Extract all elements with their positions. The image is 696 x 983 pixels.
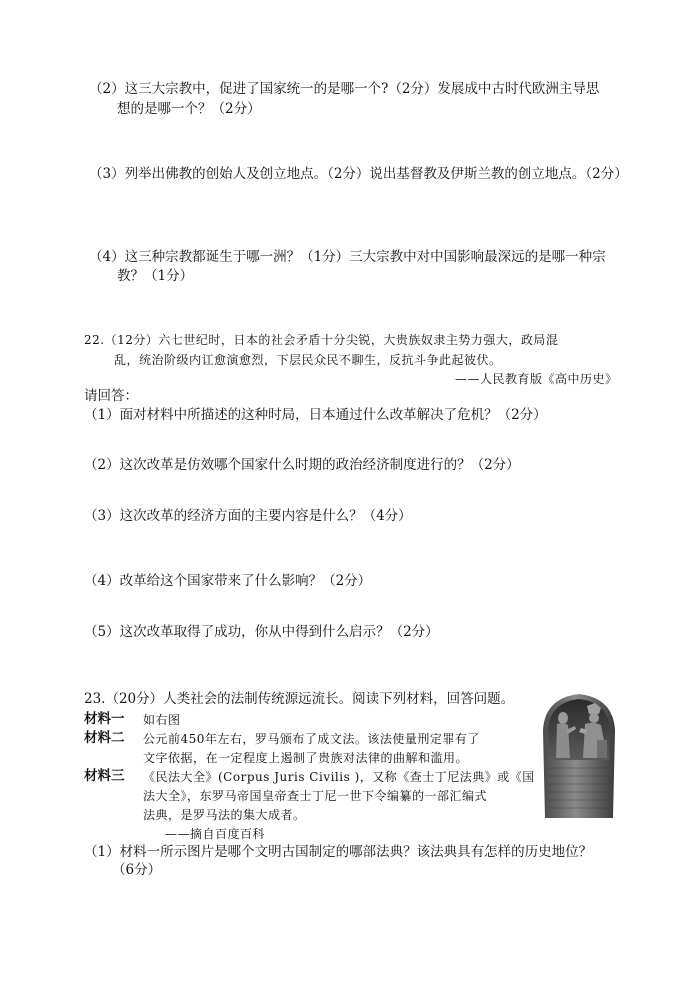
q22-material-line1: 22.（12分）六七世纪时，日本的社会矛盾十分尖锐，大贵族奴隶主势力强大，政局混 [84,333,559,347]
q22-source: ——人民教育版《高中历史》 [455,372,618,386]
q22-material-line2: 乱，统治阶级内讧愈演愈烈，下层民众民不聊生，反抗斗争此起彼伏。 [114,353,502,367]
q23-material1-label: 材料一 [84,711,125,727]
q22-part2: （2）这次改革是仿效哪个国家什么时期的政治经济制度进行的？（2分） [84,457,520,473]
q22-part3: （3）这次改革的经济方面的主要内容是什么？（4分） [84,508,412,524]
q22-part5: （5）这次改革取得了成功，你从中得到什么启示？（2分） [84,624,439,640]
q21-part2-line1: （2）这三大宗教中，促进了国家统一的是哪一个?（2分）发展成中古时代欧洲主导思 [89,81,600,97]
q23-material2-label: 材料二 [84,730,125,746]
q22-part1: （1）面对材料中所描述的这种时局，日本通过什么改革解决了危机？（2分） [84,407,547,423]
q21-part4-line2: 教？（1分） [117,268,194,284]
hammurabi-stele-photo [535,690,623,818]
q23-intro: 23.（20分）人类社会的法制传统源远流长。阅读下列材料，回答问题。 [84,691,515,707]
q21-part3: （3）列举出佛教的创始人及创立地点。（2分）说出基督教及伊斯兰教的创立地点。（2分） [89,166,628,182]
q22-prompt: 请回答： [84,388,138,404]
q23-material1-text: 如右图 [143,713,181,727]
q23-material3-source: ——摘自百度百科 [165,827,266,841]
q23-material3-label: 材料三 [84,768,125,784]
q23-material2-line1: 公元前450年左右，罗马颁布了成文法。该法使量刑定罪有了 [143,732,480,746]
q23-material3-line3: 法典，是罗马法的集大成者。 [143,808,306,822]
q21-part4-line1: （4）这三种宗教都诞生于哪一洲？（1分）三大宗教中对中国影响最深远的是哪一种宗 [89,249,606,265]
q23-part1-line2: （6分） [112,862,162,878]
q23-material3-line2: 法大全》，东罗马帝国皇帝查士丁尼一世下令编纂的一部汇编式 [143,789,488,803]
q23-part1-line1: （1）材料一所示图片是哪个文明古国制定的哪部法典？该法典具有怎样的历史地位？ [84,844,593,860]
q22-part4: （4）改革给这个国家带来了什么影响？（2分） [84,573,372,589]
q21-part2-line2: 想的是哪一个？（2分） [117,101,261,117]
q23-material2-line2: 文字依据，在一定程度上遏制了贵族对法律的曲解和滥用。 [143,751,469,765]
q23-material3-line1: 《民法大全》(Corpus Juris Civilis )，又称《查士丁尼法典》或《国 [143,770,535,784]
